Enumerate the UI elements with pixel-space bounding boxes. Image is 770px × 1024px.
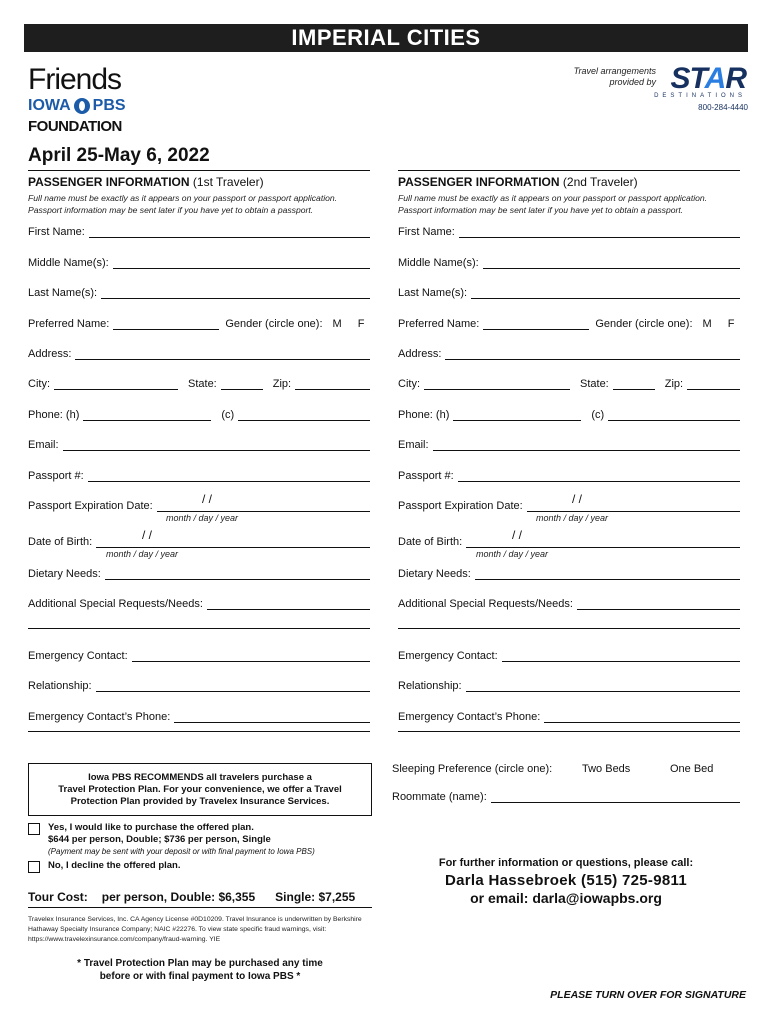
passport-exp-date-hint: month / day / year: [536, 513, 609, 523]
middle-names-label: Middle Name(s):: [28, 257, 109, 269]
last-names-field[interactable]: [398, 287, 740, 299]
middle-names-label: Middle Name(s):: [398, 257, 479, 269]
passport-note: [28, 192, 370, 216]
logo-iowa-text: IOWA: [28, 97, 71, 114]
one-bed-option[interactable]: One Bed: [670, 763, 714, 775]
note-line1: Full name must be exactly as it appears on your passport or passport application.: [398, 193, 708, 203]
relationship-field[interactable]: [398, 680, 740, 692]
state-label: State:: [188, 378, 217, 390]
emergency-contact-label: Emergency Contact:: [398, 650, 498, 662]
note-line2: Passport information may be sent later if you have yet to obtain a passport.: [398, 205, 684, 215]
plan-prices: $644 per person, Double; $736 per person, Single: [48, 834, 271, 845]
travel-arrangements-note: [574, 66, 656, 88]
date-of-birth-field[interactable]: [28, 536, 370, 548]
date-of-birth-label: Date of Birth:: [398, 536, 463, 548]
purchase-plan-label: Yes, I would like to purchase the offered plan.: [48, 822, 254, 833]
left-section-divider: [28, 731, 370, 732]
passport-expiration-field[interactable]: [398, 500, 740, 512]
star-destinations-sub: DESTINATIONS: [654, 93, 746, 99]
gender-f-option[interactable]: F: [727, 318, 735, 330]
city-state-zip-field[interactable]: [28, 378, 370, 390]
phone-field[interactable]: [28, 409, 370, 421]
tpp-note-line2: before or with final payment to Iowa PBS *: [99, 971, 301, 982]
phone-home-label: Phone: (h): [398, 409, 450, 421]
purchase-plan-checkbox[interactable]: [28, 823, 40, 835]
phone-field[interactable]: [398, 409, 740, 421]
contact-name-phone: Darla Hassebroek (515) 725-9811: [445, 872, 687, 889]
passport-note: [398, 192, 740, 216]
last-names-label: Last Name(s):: [398, 287, 468, 299]
sleeping-preference-label: Sleeping Preference: [392, 763, 492, 775]
logo-pbs-text: PBS: [92, 97, 126, 114]
first-name-field[interactable]: [398, 226, 740, 238]
dietary-needs-field[interactable]: [28, 568, 370, 580]
plan-payment-note: (Payment may be sent with your deposit or with final payment to Iowa PBS): [48, 847, 315, 856]
special-requests-extra-line[interactable]: [28, 628, 370, 629]
logo-friends-text: Friends: [28, 63, 122, 96]
email-field[interactable]: [398, 439, 740, 451]
zip-label: Zip:: [664, 378, 684, 390]
last-names-field[interactable]: [28, 287, 370, 299]
dob-slashes: / /: [512, 528, 523, 542]
travel-protection-recommendation: [28, 763, 372, 816]
gender-label: Gender (circle one):: [225, 318, 323, 330]
phone-cell-label: (c): [221, 409, 235, 421]
star-brand-word: [671, 62, 746, 96]
travel-note-line1: Travel arrangements: [573, 66, 656, 76]
heading-traveler: (1st Traveler): [192, 175, 264, 189]
tour-cost-label: Tour Cost:: [28, 890, 88, 904]
passport-number-label: Passport #:: [398, 470, 454, 482]
decline-plan-option[interactable]: [28, 860, 181, 873]
decline-plan-label: No, I decline the offered plan.: [48, 860, 181, 871]
date-of-birth-label: Date of Birth:: [28, 536, 93, 548]
middle-names-field[interactable]: [398, 257, 740, 269]
emergency-phone-label: Emergency Contact’s Phone:: [398, 711, 541, 723]
recommend-line2: Travel Protection Plan. For your convenience, we offer a Travel: [58, 784, 342, 795]
purchase-plan-option[interactable]: [28, 822, 315, 858]
dob-date-hint: month / day / year: [106, 549, 179, 559]
passenger-1-heading: [28, 170, 370, 191]
two-beds-option[interactable]: Two Beds: [582, 763, 631, 775]
right-section-divider: [398, 731, 740, 732]
passport-expiration-label: Passport Expiration Date:: [398, 500, 523, 512]
first-name-label: First Name:: [28, 226, 85, 238]
address-field[interactable]: [28, 348, 370, 360]
pbs-head-icon: [74, 98, 90, 114]
dietary-needs-label: Dietary Needs:: [28, 568, 101, 580]
insurance-fine-print: Travelex Insurance Services, Inc. CA Agency License #0D10209. Travel Insurance is underwritten by Berkshire Hathaway Specialty Insurance Company; NAIC #22276. To view state specific fraud warnings, visit: https://www.travelexinsurance.com/company/fraud-warning. YIE: [28, 916, 362, 943]
special-requests-label: Additional Special Requests/Needs:: [398, 598, 573, 610]
passenger-2-heading: [398, 170, 740, 191]
passport-number-field[interactable]: [398, 470, 740, 482]
special-requests-label: Additional Special Requests/Needs:: [28, 598, 203, 610]
star-destinations-logo: [568, 62, 748, 112]
sleeping-preference: [392, 763, 740, 775]
preferred-name-field[interactable]: [398, 318, 740, 330]
gender-label: Gender (circle one):: [595, 318, 693, 330]
trip-title-banner: IMPERIAL CITIES: [24, 24, 748, 52]
sleeping-preference-hint: (circle one):: [494, 763, 553, 775]
date-of-birth-field[interactable]: [398, 536, 740, 548]
middle-names-field[interactable]: [28, 257, 370, 269]
heading-bold: PASSENGER INFORMATION: [398, 175, 560, 189]
relationship-field[interactable]: [28, 680, 370, 692]
preferred-name-label: Preferred Name:: [398, 318, 480, 330]
passenger-2-section: [398, 170, 740, 732]
email-label: Email:: [398, 439, 429, 451]
tour-cost: [28, 890, 372, 908]
special-requests-field[interactable]: [28, 598, 370, 610]
tpp-note-line1: * Travel Protection Plan may be purchased any time: [77, 958, 323, 969]
roommate-label: Roommate: [392, 791, 446, 803]
dob-slashes: / /: [142, 528, 153, 542]
first-name-field[interactable]: [28, 226, 370, 238]
logo-iowa-pbs: [28, 96, 168, 116]
contact-intro: For further information or questions, please call:: [438, 857, 694, 869]
gender-f-option[interactable]: F: [357, 318, 365, 330]
passport-number-field[interactable]: [28, 470, 370, 482]
first-name-label: First Name:: [398, 226, 455, 238]
dietary-needs-label: Dietary Needs:: [398, 568, 471, 580]
brand-star-a: A: [704, 62, 726, 95]
recommend-line1: Iowa PBS RECOMMENDS all travelers purchase a: [88, 772, 312, 783]
relationship-label: Relationship:: [28, 680, 92, 692]
passport-exp-slashes: / /: [202, 492, 213, 506]
zip-label: Zip:: [272, 378, 292, 390]
emergency-phone-field[interactable]: [398, 711, 740, 723]
special-requests-field[interactable]: [398, 598, 740, 610]
roommate-field[interactable]: [392, 791, 740, 803]
email-label: Email:: [28, 439, 59, 451]
state-label: State:: [580, 378, 609, 390]
travel-note-line2: provided by: [609, 77, 656, 87]
address-label: Address:: [28, 348, 72, 360]
passport-expiration-field[interactable]: [28, 500, 370, 512]
roommate-hint: (name):: [448, 791, 487, 803]
passport-exp-date-hint: month / day / year: [166, 513, 239, 523]
note-line2: Passport information may be sent later if you have yet to obtain a passport.: [28, 205, 314, 215]
gender-choice[interactable]: [589, 318, 734, 330]
decline-plan-checkbox[interactable]: [28, 861, 40, 873]
friends-iowa-pbs-logo: [28, 64, 168, 135]
dob-date-hint: month / day / year: [476, 549, 549, 559]
heading-bold: PASSENGER INFORMATION: [28, 175, 190, 189]
brand-r: R: [725, 62, 746, 95]
tour-cost-double: per person, Double: $6,355: [101, 890, 256, 904]
address-field[interactable]: [398, 348, 740, 360]
relationship-label: Relationship:: [398, 680, 462, 692]
trip-dates: April 25-May 6, 2022: [28, 145, 210, 166]
phone-cell-label: (c): [591, 409, 605, 421]
passport-exp-slashes: / /: [572, 492, 583, 506]
dietary-needs-field[interactable]: [398, 568, 740, 580]
city-state-zip-field[interactable]: [398, 378, 740, 390]
gender-choice[interactable]: [219, 318, 364, 330]
last-names-label: Last Name(s):: [28, 287, 98, 299]
note-line1: Full name must be exactly as it appears on your passport or passport application.: [28, 193, 338, 203]
heading-traveler: (2nd Traveler): [562, 175, 638, 189]
city-label: City:: [28, 378, 50, 390]
emergency-phone-field[interactable]: [28, 711, 370, 723]
phone-home-label: Phone: (h): [28, 409, 80, 421]
brand-st: ST: [670, 62, 705, 95]
emergency-contact-field[interactable]: [398, 650, 740, 662]
email-field[interactable]: [28, 439, 370, 451]
travel-protection-timing-note: [28, 957, 372, 983]
address-label: Address:: [398, 348, 442, 360]
passenger-1-section: [28, 170, 370, 732]
emergency-phone-label: Emergency Contact’s Phone:: [28, 711, 171, 723]
passport-number-label: Passport #:: [28, 470, 84, 482]
preferred-name-field[interactable]: [28, 318, 370, 330]
contact-email[interactable]: or email: darla@iowapbs.org: [470, 890, 662, 906]
star-phone-number: 800-284-4440: [698, 103, 748, 112]
contact-info: [392, 857, 740, 906]
tour-cost-single: Single: $7,255: [275, 890, 356, 904]
special-requests-extra-line[interactable]: [398, 628, 740, 629]
turn-over-note: PLEASE TURN OVER FOR SIGNATURE: [550, 989, 746, 1001]
logo-foundation-text: FOUNDATION: [28, 118, 122, 135]
gender-m-option[interactable]: M: [332, 318, 342, 330]
preferred-name-label: Preferred Name:: [28, 318, 110, 330]
city-label: City:: [398, 378, 420, 390]
emergency-contact-label: Emergency Contact:: [28, 650, 128, 662]
passport-expiration-label: Passport Expiration Date:: [28, 500, 153, 512]
gender-m-option[interactable]: M: [702, 318, 712, 330]
recommend-line3: Protection Plan provided by Travelex Insurance Services.: [70, 796, 330, 807]
emergency-contact-field[interactable]: [28, 650, 370, 662]
